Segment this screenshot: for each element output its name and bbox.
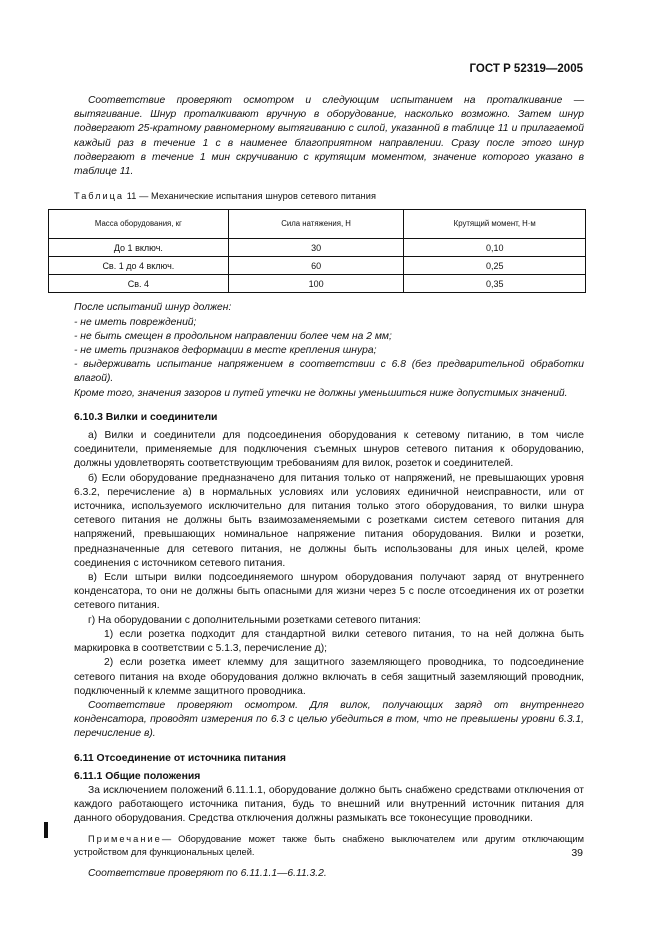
cell-torque: 0,35: [404, 275, 586, 293]
section-title: Вилки и соединители: [105, 411, 218, 423]
paragraph-v: в) Если штыри вилки подсоединяемого шнуром оборудования получают заряд от внутреннего конденсатора, то они не должны быть опасными для жизни через 5 с после отсоединения их от розетки сетевого питания.: [74, 572, 584, 612]
compliance-check-6-10-3: Соответствие проверяют осмотром. Для вилок, получающих заряд от внутреннего конденсатора, проводят измерения по 6.3 с целью убедиться в том, что не превышены уровни 6.3.1, перечисление в).: [74, 699, 584, 740]
table-header-row: [49, 210, 586, 239]
header-torque: Крутящий момент, Н·м: [404, 210, 586, 239]
header-mass: Масса оборудования, кг: [49, 210, 229, 239]
cell-force: 30: [228, 239, 404, 257]
cell-force: 100: [228, 275, 404, 293]
note-label: Примечание: [88, 833, 162, 844]
intro-paragraph: Соответствие проверяют осмотром и следующим испытанием на проталкивание — вытягивание. Шнур проталкивают вручную в оборудование, насколько возможно. Затем шнур подвергают 25-кратному равномерному вытягиванию с силой, указанной в таблице 11 и прилагаемой каждый раз в течение 1 с в наименее благоприятном направлении. Сразу после этого шнур подвергают в течение 1 мин скручиванию с крутящим моментом, значение которого указано в таблице 11.: [74, 95, 584, 178]
doc-number: ГОСТ Р 52319—2005: [469, 63, 583, 75]
paragraph-a: а) Вилки и соединители для подсоединения оборудования к сетевому питанию, в том числе соединители, применяемые для подключения съемных шнуров сетевого питания к оборудованию, должны удовлетворять соответствующим требованиям для вилок, розеток и соединителей.: [74, 430, 584, 470]
list-item: - не иметь признаков деформации в месте крепления шнура;: [74, 345, 377, 357]
section-number: 6.11: [74, 752, 94, 764]
list-item: - не иметь повреждений;: [74, 316, 197, 328]
section-number: 6.11.1: [74, 770, 103, 782]
change-bar-marker: [44, 822, 48, 838]
paragraph-g: г) На оборудовании с дополнительными розетками сетевого питания:: [88, 614, 421, 626]
page-number: 39: [571, 847, 583, 859]
after-tests-lead: После испытаний шнур должен:: [74, 302, 232, 314]
section-number: 6.10.3: [74, 411, 103, 423]
cell-torque: 0,25: [404, 257, 586, 275]
note-text: — Оборудование может также быть снабжено выключателем или другим отключающим устройством для функциональных целей.: [74, 833, 584, 857]
cell-mass: Св. 4: [49, 275, 229, 293]
section-heading-6-11: [74, 752, 584, 766]
section-heading-6-11-1: [74, 770, 584, 784]
table-caption-label: Таблица: [74, 191, 125, 202]
cell-mass: До 1 включ.: [49, 239, 229, 257]
table-row: [49, 257, 586, 275]
table-caption: [74, 189, 584, 203]
header-force: Сила натяжения, Н: [228, 210, 404, 239]
section-title: Общие положения: [105, 770, 201, 782]
compliance-check-6-11: Соответствие проверяют по 6.11.1.1—6.11.3.2.: [88, 867, 327, 879]
list-item: - выдерживать испытание напряжением в соответствии с 6.8 (без предварительной обработки влагой).: [74, 359, 584, 385]
paragraph-g1: 1) если розетка подходит для стандартной вилки сетевого питания, то на ней должна быть маркировка в соответствии с 5.1.3, перечисление д);: [74, 628, 584, 655]
cell-mass: Св. 1 до 4 включ.: [49, 257, 229, 275]
cell-force: 60: [228, 257, 404, 275]
table-row: [49, 275, 586, 293]
section-title: Отсоединение от источника питания: [96, 752, 286, 764]
paragraph-g2: 2) если розетка имеет клемму для защитного заземляющего проводника, то подсоединение сетевого питания на входе оборудования должно включать в себя защитный заземляющий проводник, подключенный к клемме защитного проводника.: [74, 657, 584, 697]
table-row: [49, 239, 586, 257]
list-item: - не быть смещен в продольном направлении более чем на 2 мм;: [74, 330, 392, 342]
paragraph-6-11-1: За исключением положений 6.11.1.1, оборудование должно быть снабжено средствами отключения от каждого работающего источника питания, будь то внешний или внутренний источник питания для данного оборудования. Средства отключения должны размыкать все токонесущие проводники.: [74, 784, 584, 825]
after-tests-list: [74, 301, 584, 400]
section-heading-6-10-3: [74, 411, 584, 425]
mechanical-tests-table: [48, 209, 586, 293]
after-tests-extra: Кроме того, значения зазоров и путей утечки не должны уменьшиться ниже допустимых значений.: [74, 387, 568, 399]
cell-torque: 0,10: [404, 239, 586, 257]
table-caption-text: 11 — Механические испытания шнуров сетевого питания: [126, 191, 377, 202]
page-content: [74, 94, 584, 881]
paragraph-b: б) Если оборудование предназначено для питания только от напряжений, не превышающих уровня 6.3.2, перечисление а) в нормальных условиях или условиях единичной неисправности, или от источника, используемого исключительно для питания только этого оборудования, то вилки шнура сетевого питания не должны быть взаимозаменяемыми с розетками систем сетевого питания для напряжений, превышающих номинальное напряжение питания оборудования. Вилки и розетки, предназначенные для сетевого питания, не должны быть использованы для иных целей, кроме соединения с источником сетевого питания.: [74, 472, 584, 569]
note: [74, 833, 584, 859]
